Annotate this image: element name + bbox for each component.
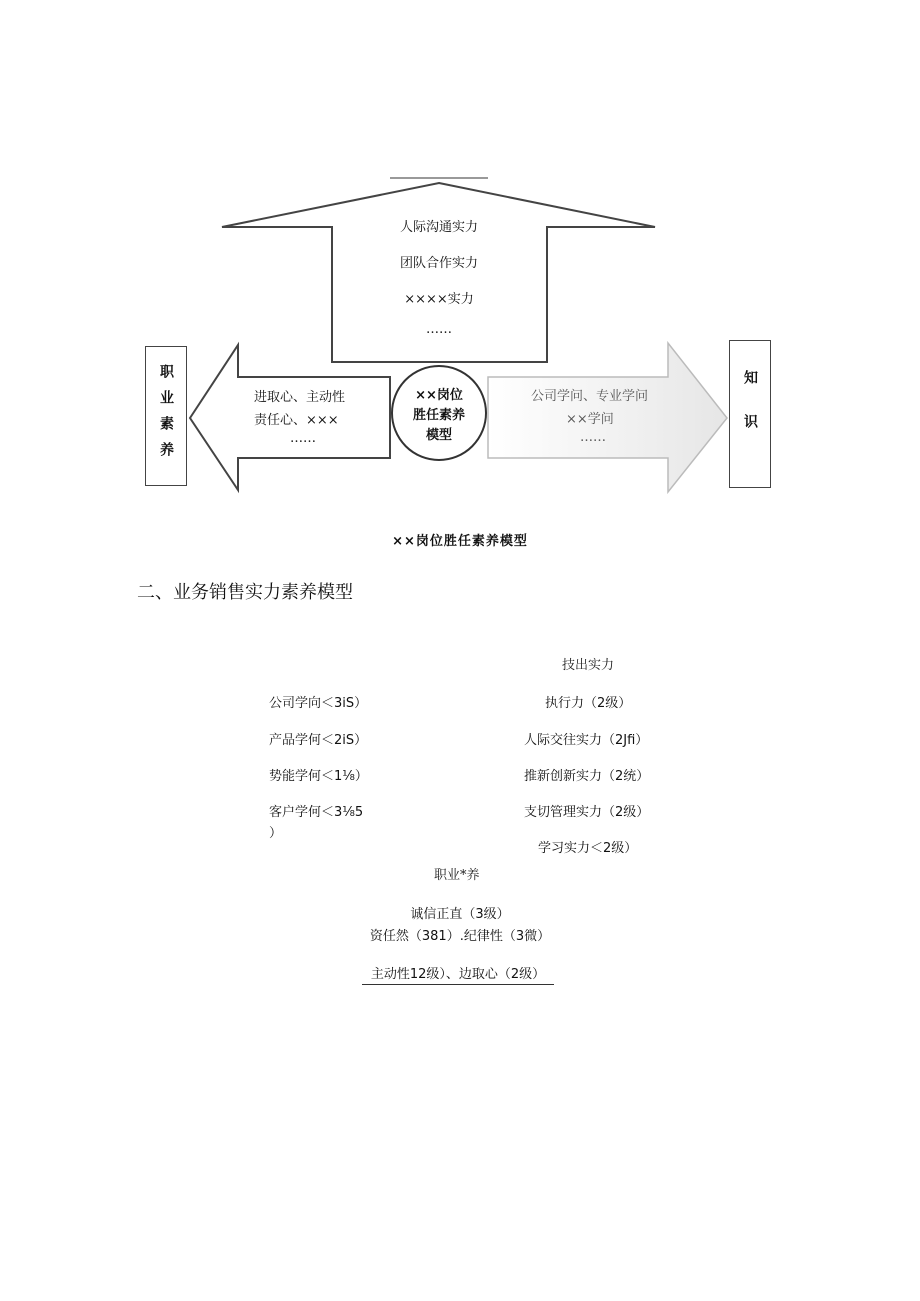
knowledge-item-1: 公司学向＜3iS） <box>269 696 368 711</box>
knowledge-item-4-cont: ） <box>269 826 283 841</box>
center-title <box>399 386 479 446</box>
knowledge-item-4: 客户学何＜3⅛5 <box>269 805 364 820</box>
top-item-4: …… <box>426 322 452 337</box>
professional-item-3: 主动性12级）、边取心（2级） <box>362 963 554 985</box>
skills-title: 技出实力 <box>562 658 615 673</box>
right-item-3: …… <box>580 430 606 445</box>
left-item-1: 进取心、主动性 <box>254 390 346 405</box>
center-line-3: 模型 <box>425 428 452 443</box>
center-line-2: 胜任素养 <box>412 408 465 423</box>
diagram-svg <box>0 0 920 560</box>
center-line-1: ××岗位 <box>415 388 463 403</box>
knowledge-box <box>729 340 771 488</box>
left-item-2: 责任心、××× <box>254 413 339 428</box>
skill-item-5: 学习实力＜2级） <box>538 841 638 856</box>
skill-item-2: 人际交往实力（2Jfi） <box>524 733 649 748</box>
knowledge-label: 知识 <box>742 370 758 458</box>
knowledge-item-2: 产品学何＜2iS） <box>269 733 368 748</box>
professional-item-2: 资任然（381）.纪律性（3微） <box>369 929 551 944</box>
top-item-2: 团队合作实力 <box>399 256 478 271</box>
professional-item-1: 诚信正直（3级） <box>410 907 510 922</box>
left-item-3: …… <box>290 431 316 446</box>
section-heading: 二、业务销售实力素养模型 <box>137 582 353 603</box>
skill-item-4: 支切管理实力（2级） <box>524 805 650 820</box>
top-item-1: 人际沟通实力 <box>399 220 478 235</box>
knowledge-item-3: 势能学何＜1⅛） <box>269 769 368 784</box>
professional-title: 职业*养 <box>434 868 480 883</box>
right-item-1: 公司学问、专业学问 <box>531 389 649 404</box>
skill-item-3: 推新创新实力（2统） <box>524 769 650 784</box>
top-item-3: ××××实力 <box>404 292 474 307</box>
professional-quality-label: 职业素养 <box>158 364 174 468</box>
skill-item-1: 执行力（2级） <box>545 696 632 711</box>
right-item-2: ××学问 <box>566 412 614 427</box>
professional-quality-box <box>145 346 187 486</box>
competency-diagram <box>0 0 920 560</box>
diagram-caption: ××岗位胜任素养模型 <box>392 534 528 549</box>
